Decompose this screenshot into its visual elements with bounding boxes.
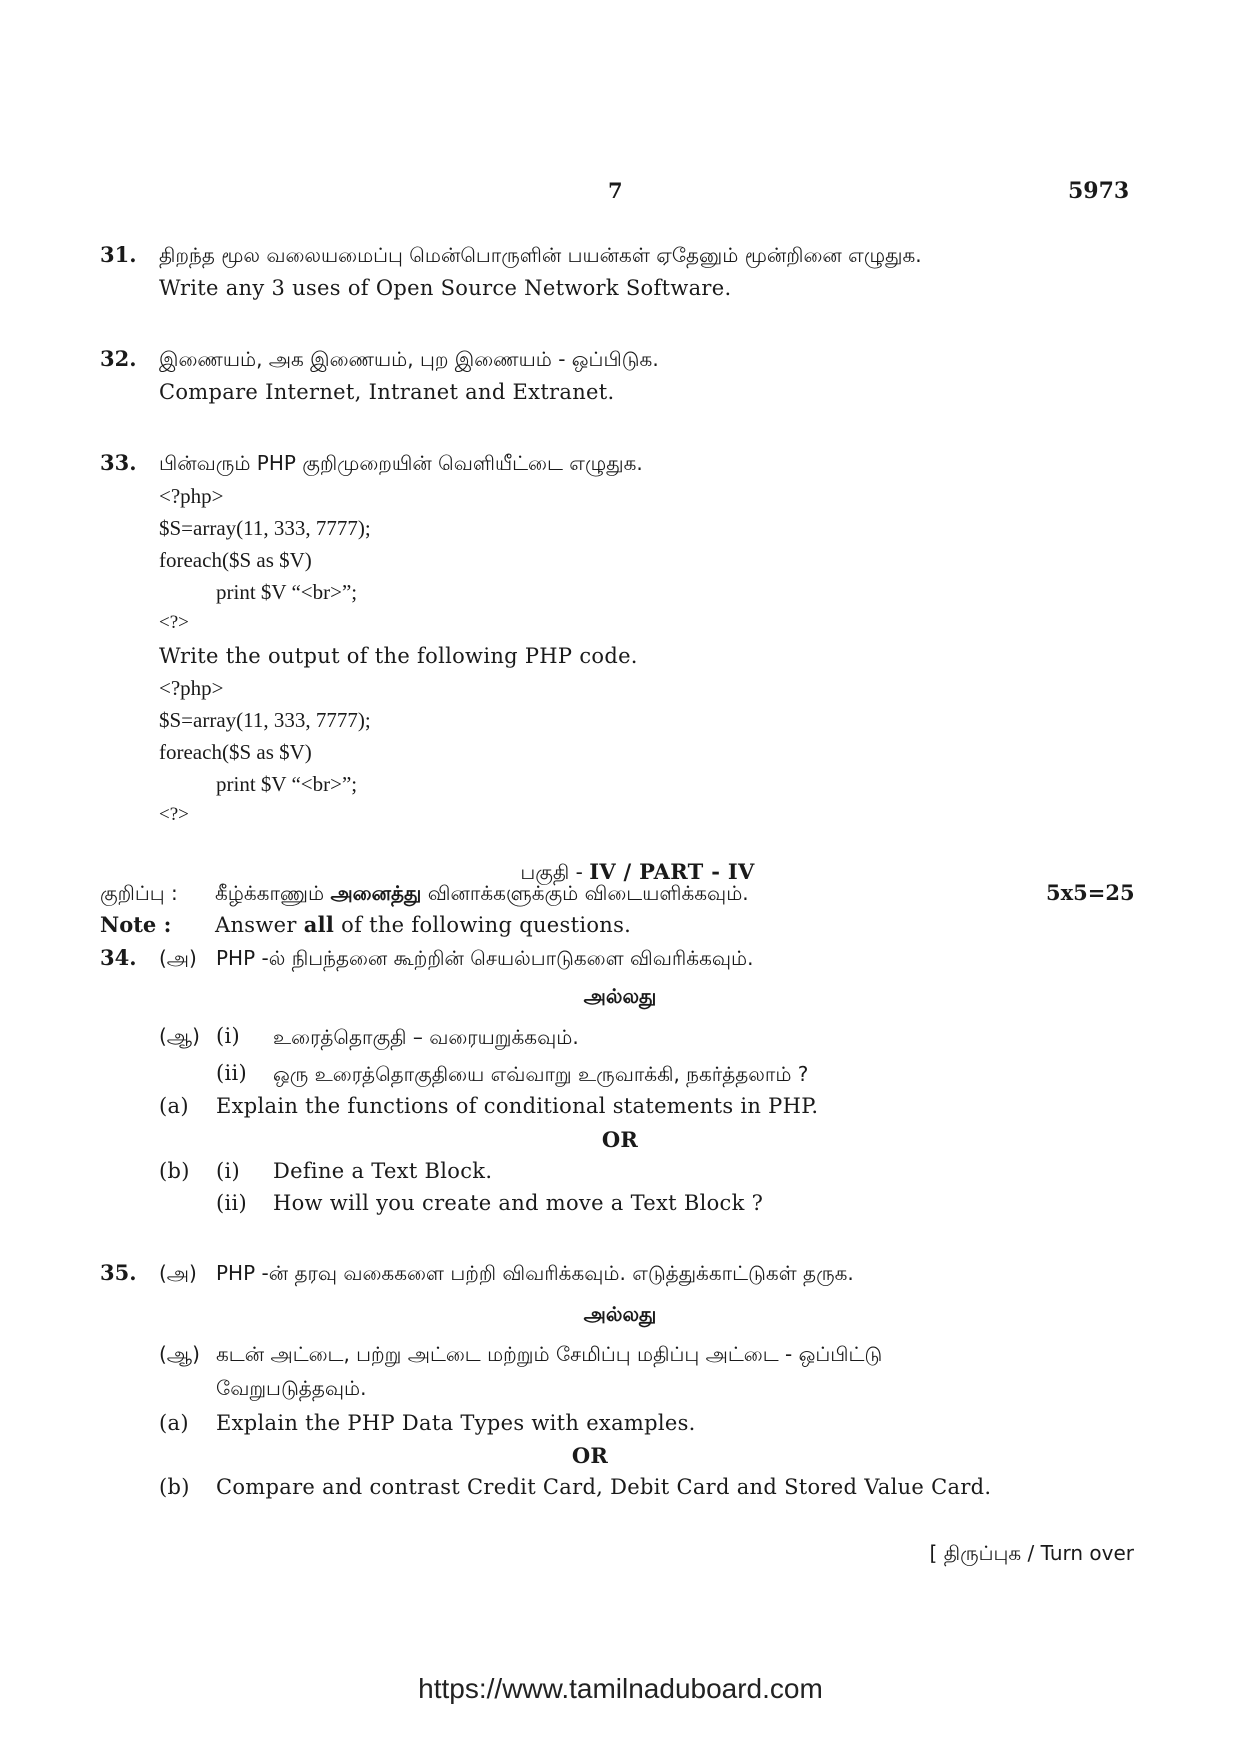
question-number-35: 35. — [100, 1260, 137, 1285]
question-35b-tamil-line2: வேறுபடுத்தவும். — [216, 1376, 367, 1400]
question-35b-english: Compare and contrast Credit Card, Debit Card and Stored Value Card. — [216, 1475, 992, 1499]
paper-code: 5973 — [1068, 178, 1130, 204]
or-tamil: அல்லது — [583, 984, 657, 1008]
note-english: Answer all of the following questions. — [215, 912, 632, 937]
code-line: <?php> — [159, 484, 224, 508]
question-35a-tamil: PHP -ன் தரவு வகைகளை பற்றி விவரிக்கவும். எடுத்துக்காட்டுகள் தருக. — [216, 1261, 854, 1285]
question-34b-i-english: Define a Text Block. — [273, 1159, 493, 1183]
code-line: <?> — [159, 612, 189, 633]
question-number-31: 31. — [100, 242, 137, 267]
or-tamil: அல்லது — [583, 1302, 657, 1326]
question-32-tamil: இணையம், அக இணையம், புற இணையம் - ஒப்பிடுக. — [159, 347, 659, 371]
page-number: 7 — [608, 178, 623, 203]
turn-over: [ திருப்புக / Turn over — [929, 1541, 1134, 1565]
sub-label: (i) — [216, 1024, 241, 1048]
code-line: print $V “<br>”; — [216, 772, 358, 796]
code-line: <?php> — [159, 676, 224, 700]
note-label-tamil: குறிப்பு : — [100, 881, 178, 905]
marks: 5x5=25 — [1046, 880, 1135, 905]
code-line: $S=array(11, 333, 7777); — [159, 708, 371, 732]
option-label: (ஆ) — [159, 1024, 200, 1048]
question-34a-tamil: PHP -ல் நிபந்தனை கூற்றின் செயல்பாடுகளை விவரிக்கவும். — [216, 946, 754, 970]
code-line: <?> — [159, 804, 189, 825]
part-heading-english: IV / PART - IV — [589, 859, 755, 884]
code-line: foreach($S as $V) — [159, 740, 312, 764]
question-34b-ii-tamil: ஒரு உரைத்தொகுதியை எவ்வாறு உருவாக்கி, நகர்த்தலாம் ? — [273, 1062, 809, 1086]
or-english: OR — [601, 1127, 639, 1152]
option-label: (அ) — [159, 1261, 197, 1285]
question-31-tamil: திறந்த மூல வலையமைப்பு மென்பொருளின் பயன்கள் ஏதேனும் மூன்றினை எழுதுக. — [159, 243, 922, 267]
question-number-33: 33. — [100, 450, 137, 475]
question-34a-english: Explain the functions of conditional statements in PHP. — [216, 1094, 819, 1118]
note-tamil: கீழ்க்காணும் அனைத்து வினாக்களுக்கும் விடையளிக்கவும். — [215, 881, 749, 905]
option-label: (a) — [159, 1411, 189, 1435]
sub-label: (i) — [216, 1159, 241, 1183]
code-line: print $V “<br>”; — [216, 580, 358, 604]
footer-url[interactable]: https://www.tamilnaduboard.com — [418, 1673, 823, 1704]
question-35a-english: Explain the PHP Data Types with examples. — [216, 1411, 696, 1435]
option-label: (b) — [159, 1475, 190, 1499]
sub-label: (ii) — [216, 1191, 248, 1215]
question-number-32: 32. — [100, 346, 137, 371]
option-label: (b) — [159, 1159, 190, 1183]
question-33-english: Write the output of the following PHP code. — [159, 644, 638, 668]
option-label: (ஆ) — [159, 1342, 200, 1366]
note-label: Note : — [100, 912, 172, 937]
part-heading-tamil: பகுதி - — [520, 860, 590, 884]
question-34b-i-tamil: உரைத்தொகுதி – வரையறுக்கவும். — [273, 1025, 579, 1049]
option-label: (அ) — [159, 946, 197, 970]
code-line: foreach($S as $V) — [159, 548, 312, 572]
question-32-english: Compare Internet, Intranet and Extranet. — [159, 380, 615, 404]
question-number-34: 34. — [100, 945, 137, 970]
code-line: $S=array(11, 333, 7777); — [159, 516, 371, 540]
question-35b-tamil-line1: கடன் அட்டை, பற்று அட்டை மற்றும் சேமிப்பு மதிப்பு அட்டை - ஒப்பிட்டு — [216, 1342, 883, 1366]
sub-label: (ii) — [216, 1061, 248, 1085]
question-31-english: Write any 3 uses of Open Source Network Software. — [159, 276, 732, 300]
question-34b-ii-english: How will you create and move a Text Block ? — [273, 1191, 764, 1215]
option-label: (a) — [159, 1094, 189, 1118]
question-33-tamil: பின்வரும் PHP குறிமுறையின் வெளியீட்டை எழுதுக. — [159, 451, 643, 475]
or-english: OR — [571, 1443, 609, 1468]
